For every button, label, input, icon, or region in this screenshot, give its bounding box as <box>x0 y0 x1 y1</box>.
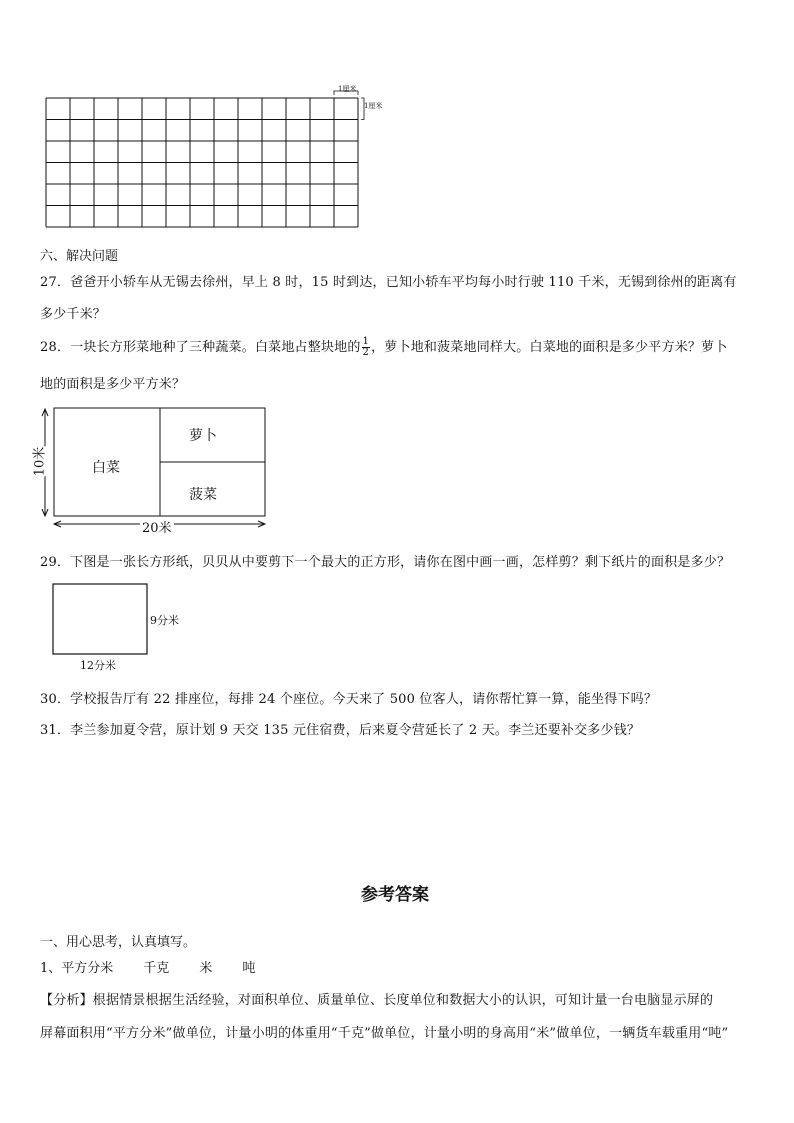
section-title: 六、解决问题 <box>40 249 119 264</box>
question-28-text-b: ，萝卜地和菠菜地同样大。白菜地的面积是多少平方米？萝卜 <box>371 340 728 355</box>
label-radish: 萝卜 <box>189 428 217 444</box>
answer-1-number: 1、 <box>40 961 62 976</box>
answer-1-item: 平方分米 <box>61 961 114 976</box>
question-28-text-a: 28．一块长方形菜地种了三种蔬菜。白菜地占整块地的 <box>40 340 361 355</box>
analysis-line2: 屏幕面积用“平方分米”做单位，计量小明的体重用“千克”做单位，计量小明的身高用“米”做单位，一辆货车载重用“吨” <box>40 1026 729 1041</box>
label-spinach: 菠菜 <box>189 487 217 503</box>
fraction-denominator: 2 <box>362 347 370 358</box>
analysis-line1: 【分析】根据情景根据生活经验，对面积单位、质量单位、长度单位和数据大小的认识，可知计量一台电脑显示屏的 <box>40 993 714 1008</box>
paper-rectangle <box>53 584 147 654</box>
question-30-text: 30．学校报告厅有 22 排座位，每排 24 个座位。今天来了 500 位客人，请你帮忙算一算，能坐得下吗？ <box>40 692 658 707</box>
label-width-12dm: 12分米 <box>80 659 116 672</box>
question-29-text: 29．下图是一张长方形纸，贝贝从中要剪下一个最大的正方形，请你在图中画一画，怎样剪？剩下纸片的面积是多少？ <box>40 555 731 570</box>
question-27-line2: 多少千米？ <box>40 307 107 322</box>
answers-title: 参考答案 <box>361 885 429 905</box>
answer-1-item: 千克 <box>143 961 170 976</box>
label-cabbage: 白菜 <box>92 460 120 476</box>
question-31-text: 31．李兰参加夏令营，原计划 9 天交 135 元住宿费，后来夏令营延长了 2 天。李兰还要补交多少钱？ <box>40 723 641 738</box>
label-height-9dm: 9分米 <box>150 614 179 627</box>
answer-1 <box>40 957 255 976</box>
grid-unit-width-label: 1厘米 <box>338 85 357 93</box>
fraction-numerator: 1 <box>362 336 370 347</box>
answers-section-1: 一、用心思考，认真填写。 <box>40 935 197 950</box>
label-height-10m: 10米 <box>28 447 47 477</box>
question-27-line1: 27．爸爸开小轿车从无锡去徐州，早上 8 时，15 时到达，已知小轿车平均每小时行驶 110 千米，无锡到徐州的距离有 <box>40 275 737 290</box>
label-width-20m: 20米 <box>140 517 174 536</box>
answer-1-item: 米 <box>199 961 213 976</box>
question-28-line2: 地的面积是多少平方米？ <box>40 377 186 392</box>
answer-1-item: 吨 <box>242 961 256 976</box>
grid-unit-height-label: 1厘米 <box>364 102 383 110</box>
